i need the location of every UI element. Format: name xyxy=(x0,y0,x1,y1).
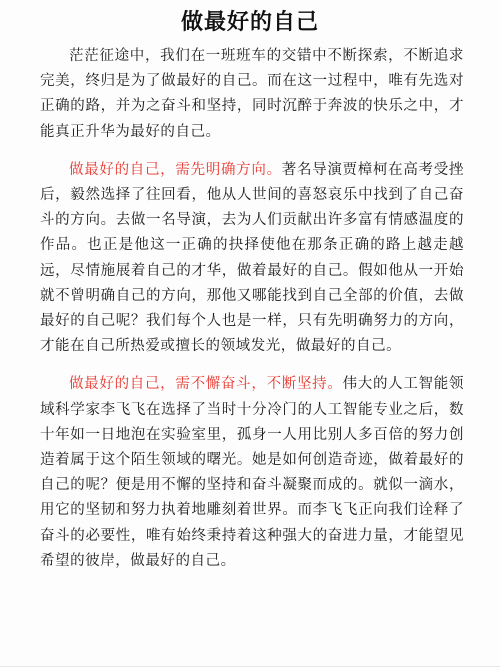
document-title: 做最好的自己 xyxy=(180,10,319,35)
paragraph-text: 茫茫征途中，我们在一班班车的交错中不断探索，不断追求完美，终归是为了做最好的自己。而在这一过程中，唯有先选对正确的路，并为之奋斗和坚持，同时沉醉于奔波的快乐之中，才能真正升华为最好的自己。 xyxy=(40,48,464,140)
paragraph-direction xyxy=(40,158,464,360)
document-body xyxy=(40,44,464,587)
paragraph-lead: 做最好的自己，需不懈奋斗，不断坚持。 xyxy=(69,376,343,393)
paragraph-text: 著名导演贾樟柯在高考受挫后，毅然选择了往回看，他从人世间的喜怒哀乐中找到了自己奋斗的方向。去做一名导演，去为人们贡献出许多富有情感温度的作品。也正是他这一正确的抉择使他在那条正确的路上越走越远，尽情施展着自己的才华，做着最好的自己。假如他从一开始就不曾明确自己的方向，那他又哪能找到自己全部的价值，去做最好的自己呢？我们每个人也是一样，只有先明确努力的方向，才能在自己所热爱或擅长的领域发光，做最好的自己。 xyxy=(40,161,464,355)
paragraph-text: 伟大的人工智能领域科学家李飞飞在选择了当时十分冷门的人工智能专业之后，数十年如一日地泡在实验室里，孤身一人用比别人多百倍的努力创造着属于这个陌生领域的曙光。她是如何创造奇迹，做着最好的自己的呢？便是用不懈的坚持和奋斗凝聚而成的。就似一滴水，用它的坚韧和努力执着地雕刻着世界。而李飞飞正向我们诠释了奋斗的必要性，唯有始终秉持着这种强大的奋进力量，才能望见希望的彼岸，做最好的自己。 xyxy=(40,376,464,569)
paragraph-lead: 做最好的自己，需先明确方向。 xyxy=(69,161,282,178)
paragraph-intro xyxy=(40,44,464,145)
paragraph-perseverance xyxy=(40,372,464,574)
